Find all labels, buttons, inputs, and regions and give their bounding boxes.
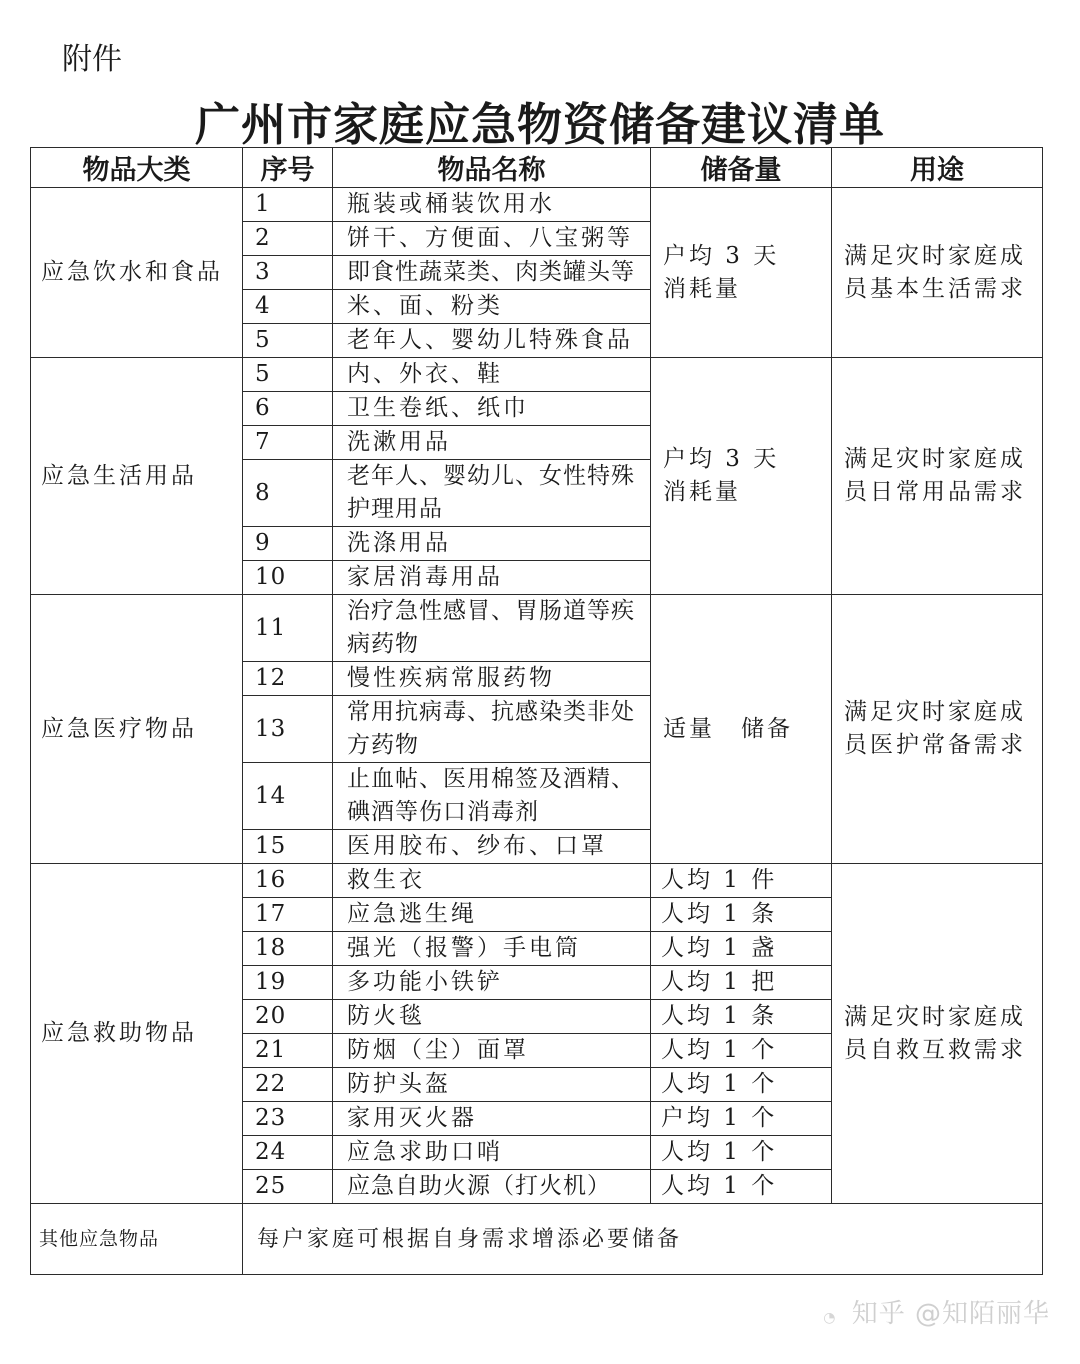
number-cell: 13 bbox=[243, 696, 333, 763]
number-cell: 21 bbox=[243, 1034, 333, 1068]
table-row bbox=[31, 864, 1043, 898]
amount-cell: 人均 1 件 bbox=[651, 864, 832, 898]
number-cell: 2 bbox=[243, 222, 333, 256]
other-row bbox=[31, 1204, 1043, 1275]
item-cell: 内、外衣、鞋 bbox=[333, 358, 651, 392]
number-cell: 14 bbox=[243, 763, 333, 830]
purpose-cell: 满足灾时家庭成员自救互救需求 bbox=[832, 864, 1043, 1204]
item-cell: 医用胶布、纱布、口罩 bbox=[333, 830, 651, 864]
item-cell: 洗漱用品 bbox=[333, 426, 651, 460]
category-cell: 应急生活用品 bbox=[31, 358, 243, 595]
item-cell: 多功能小铁铲 bbox=[333, 966, 651, 1000]
annex-label: 附件 bbox=[62, 42, 122, 77]
item-cell: 强光（报警）手电筒 bbox=[333, 932, 651, 966]
amount-cell: 人均 1 盏 bbox=[651, 932, 832, 966]
number-cell: 10 bbox=[243, 561, 333, 595]
category-cell: 应急饮水和食品 bbox=[31, 188, 243, 358]
other-category-cell: 其他应急物品 bbox=[31, 1204, 243, 1275]
amount-cell: 人均 1 条 bbox=[651, 898, 832, 932]
number-cell: 19 bbox=[243, 966, 333, 1000]
supplies-table bbox=[30, 147, 1043, 1275]
item-cell: 应急求助口哨 bbox=[333, 1136, 651, 1170]
item-cell: 老年人、婴幼儿、女性特殊护理用品 bbox=[333, 460, 651, 527]
header-row bbox=[31, 148, 1043, 188]
header-category: 物品大类 bbox=[31, 148, 243, 188]
item-cell: 卫生卷纸、纸巾 bbox=[333, 392, 651, 426]
item-cell: 防火毯 bbox=[333, 1000, 651, 1034]
other-note-cell: 每户家庭可根据自身需求增添必要储备 bbox=[243, 1204, 1043, 1275]
item-cell: 慢性疾病常服药物 bbox=[333, 662, 651, 696]
item-cell: 饼干、方便面、八宝粥等 bbox=[333, 222, 651, 256]
number-cell: 15 bbox=[243, 830, 333, 864]
document-title: 广州市家庭应急物资储备建议清单 bbox=[194, 98, 885, 151]
number-cell: 8 bbox=[243, 460, 333, 527]
item-cell: 家居消毒用品 bbox=[333, 561, 651, 595]
table-row bbox=[31, 358, 1043, 392]
amount-cell: 人均 1 把 bbox=[651, 966, 832, 1000]
item-cell: 洗涤用品 bbox=[333, 527, 651, 561]
amount-cell: 户均 1 个 bbox=[651, 1102, 832, 1136]
item-cell: 老年人、婴幼儿特殊食品 bbox=[333, 324, 651, 358]
header-purpose: 用途 bbox=[832, 148, 1043, 188]
item-cell: 防烟（尘）面罩 bbox=[333, 1034, 651, 1068]
amount-cell: 户均 3 天 消耗量 bbox=[651, 188, 832, 358]
item-cell: 常用抗病毒、抗感染类非处方药物 bbox=[333, 696, 651, 763]
header-amount: 储备量 bbox=[651, 148, 832, 188]
number-cell: 20 bbox=[243, 1000, 333, 1034]
table-row bbox=[31, 188, 1043, 222]
number-cell: 1 bbox=[243, 188, 333, 222]
purpose-cell: 满足灾时家庭成员日常用品需求 bbox=[832, 358, 1043, 595]
purpose-cell: 满足灾时家庭成员医护常备需求 bbox=[832, 595, 1043, 864]
category-cell: 应急救助物品 bbox=[31, 864, 243, 1204]
amount-cell: 人均 1 个 bbox=[651, 1068, 832, 1102]
table-row bbox=[31, 595, 1043, 662]
amount-cell: 适量 储备 bbox=[651, 595, 832, 864]
number-cell: 6 bbox=[243, 392, 333, 426]
item-cell: 应急逃生绳 bbox=[333, 898, 651, 932]
number-cell: 12 bbox=[243, 662, 333, 696]
number-cell: 5 bbox=[243, 324, 333, 358]
item-cell: 治疗急性感冒、胃肠道等疾病药物 bbox=[333, 595, 651, 662]
number-cell: 11 bbox=[243, 595, 333, 662]
item-cell: 即食性蔬菜类、肉类罐头等 bbox=[333, 256, 651, 290]
item-cell: 应急自助火源（打火机） bbox=[333, 1170, 651, 1204]
number-cell: 23 bbox=[243, 1102, 333, 1136]
item-cell: 家用灭火器 bbox=[333, 1102, 651, 1136]
number-cell: 18 bbox=[243, 932, 333, 966]
zhihu-logo-icon: ◔ bbox=[823, 1310, 837, 1326]
item-cell: 米、面、粉类 bbox=[333, 290, 651, 324]
item-cell: 防护头盔 bbox=[333, 1068, 651, 1102]
amount-cell: 人均 1 个 bbox=[651, 1170, 832, 1204]
header-number: 序号 bbox=[243, 148, 333, 188]
amount-cell: 人均 1 个 bbox=[651, 1136, 832, 1170]
item-cell: 止血帖、医用棉签及酒精、碘酒等伤口消毒剂 bbox=[333, 763, 651, 830]
number-cell: 9 bbox=[243, 527, 333, 561]
number-cell: 17 bbox=[243, 898, 333, 932]
watermark bbox=[823, 1293, 1050, 1330]
number-cell: 25 bbox=[243, 1170, 333, 1204]
header-item-name: 物品名称 bbox=[333, 148, 651, 188]
number-cell: 22 bbox=[243, 1068, 333, 1102]
amount-cell: 户均 3 天 消耗量 bbox=[651, 358, 832, 595]
number-cell: 5 bbox=[243, 358, 333, 392]
number-cell: 7 bbox=[243, 426, 333, 460]
item-cell: 瓶装或桶装饮用水 bbox=[333, 188, 651, 222]
item-cell: 救生衣 bbox=[333, 864, 651, 898]
number-cell: 3 bbox=[243, 256, 333, 290]
number-cell: 4 bbox=[243, 290, 333, 324]
watermark-text: 知乎 @知陌丽华 bbox=[851, 1299, 1050, 1329]
amount-cell: 人均 1 条 bbox=[651, 1000, 832, 1034]
number-cell: 16 bbox=[243, 864, 333, 898]
amount-cell: 人均 1 个 bbox=[651, 1034, 832, 1068]
purpose-cell: 满足灾时家庭成员基本生活需求 bbox=[832, 188, 1043, 358]
number-cell: 24 bbox=[243, 1136, 333, 1170]
category-cell: 应急医疗物品 bbox=[31, 595, 243, 864]
